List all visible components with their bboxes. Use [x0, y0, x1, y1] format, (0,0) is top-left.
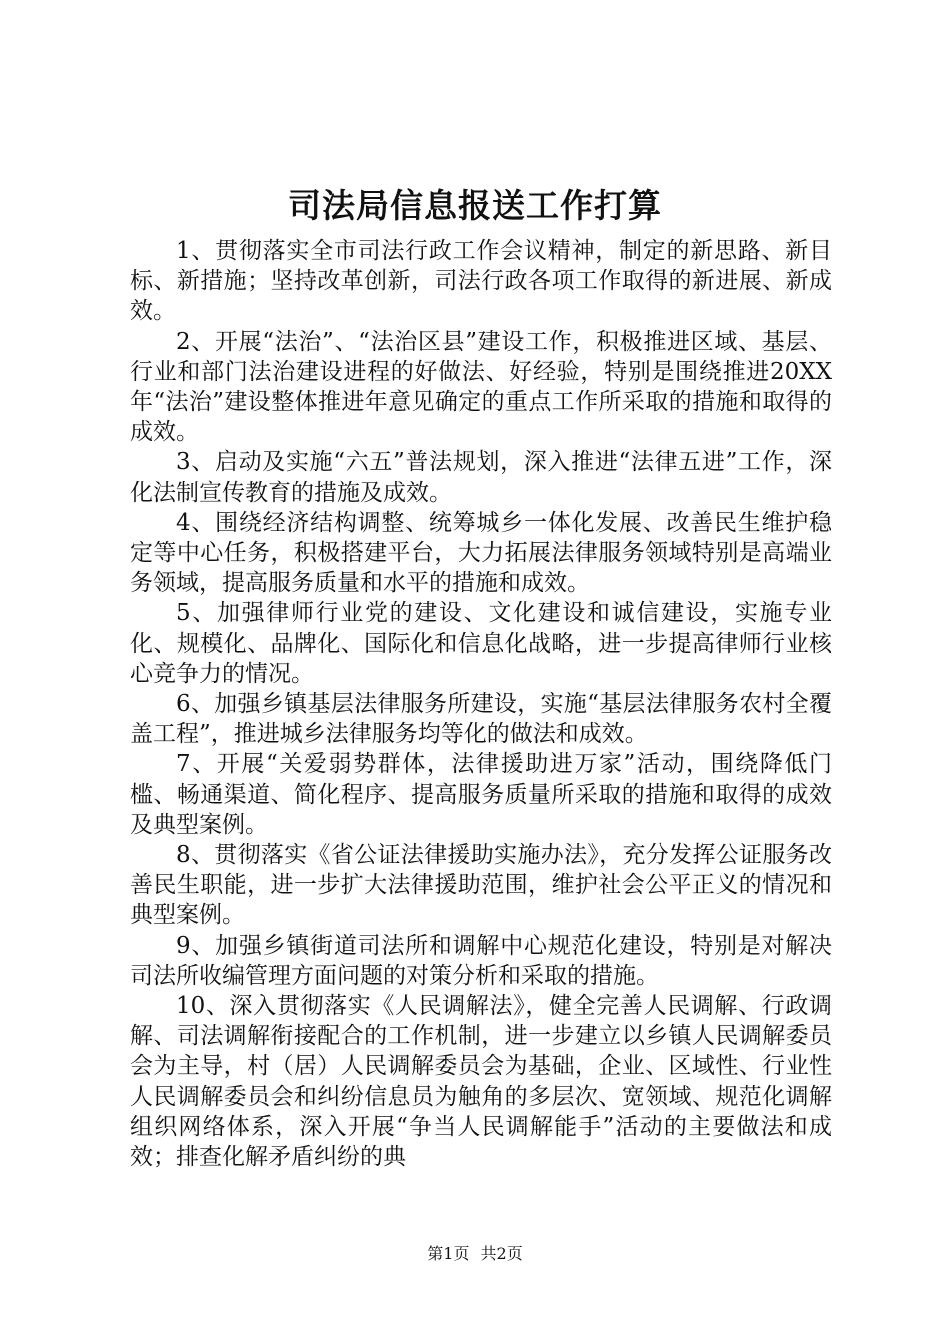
page-footer [0, 1244, 950, 1264]
document-title: 司法局信息报送工作打算 [288, 186, 662, 225]
paragraph-3: 3、启动及实施“六五”普法规划，深入推进“法律五进”工作，深化法制宣传教育的措施及成效。 [130, 449, 832, 506]
paragraph-4: 4、围绕经济结构调整、统筹城乡一体化发展、改善民生维护稳定等中心任务，积极搭建平台，大力拓展法律服务领域特别是高端业务领域，提高服务质量和水平的措施和成效。 [130, 509, 832, 597]
paragraph-2: 2、开展“法治”、“法治区县”建设工作，积极推进区域、基层、行业和部门法治建设进程的好做法、好经验，特别是围绕推进20XX年“法治”建设整体推进年意见确定的重点工作所采取的措施和取得的成效。 [130, 328, 832, 446]
paragraph-9: 9、加强乡镇街道司法所和调解中心规范化建设，特别是对解决司法所收编管理方面问题的对策分析和采取的措施。 [130, 932, 832, 989]
page-number: 第1页 [427, 1244, 470, 1263]
paragraph-10: 10、深入贯彻落实《人民调解法》，健全完善人民调解、行政调解、司法调解衔接配合的工作机制，进一步建立以乡镇人民调解委员会为主导，村（居）人民调解委员会为基础，企业、区域性、行业性人民调解委员会和纠纷信息员为触角的多层次、宽领域、规范化调解组织网络体系，深入开展“争当人民调解能手”活动的主要做法和成效；排查化解矛盾纠纷的典 [130, 993, 832, 1171]
paragraph-6: 6、加强乡镇基层法律服务所建设，实施“基层法律服务农村全覆盖工程”，推进城乡法律服务均等化的做法和成效。 [130, 691, 832, 748]
paragraph-8: 8、贯彻落实《省公证法律援助实施办法》，充分发挥公证服务改善民生职能，进一步扩大法律援助范围，维护社会公平正义的情况和典型案例。 [130, 842, 832, 929]
page-total: 共2页 [480, 1244, 523, 1263]
paragraph-7: 7、开展“关爱弱势群体，法律援助进万家”活动，围绕降低门槛、畅通渠道、简化程序、提高服务质量所采取的措施和取得的成效及典型案例。 [130, 751, 832, 838]
paragraph-1: 1、贯彻落实全市司法行政工作会议精神，制定的新思路、新目标、新措施；坚持改革创新，司法行政各项工作取得的新进展、新成效。 [130, 238, 832, 325]
document-body [130, 236, 832, 1172]
paragraph-5: 5、加强律师行业党的建设、文化建设和诚信建设，实施专业化、规模化、品牌化、国际化和信息化战略，进一步提高律师行业核心竞争力的情况。 [130, 600, 832, 687]
